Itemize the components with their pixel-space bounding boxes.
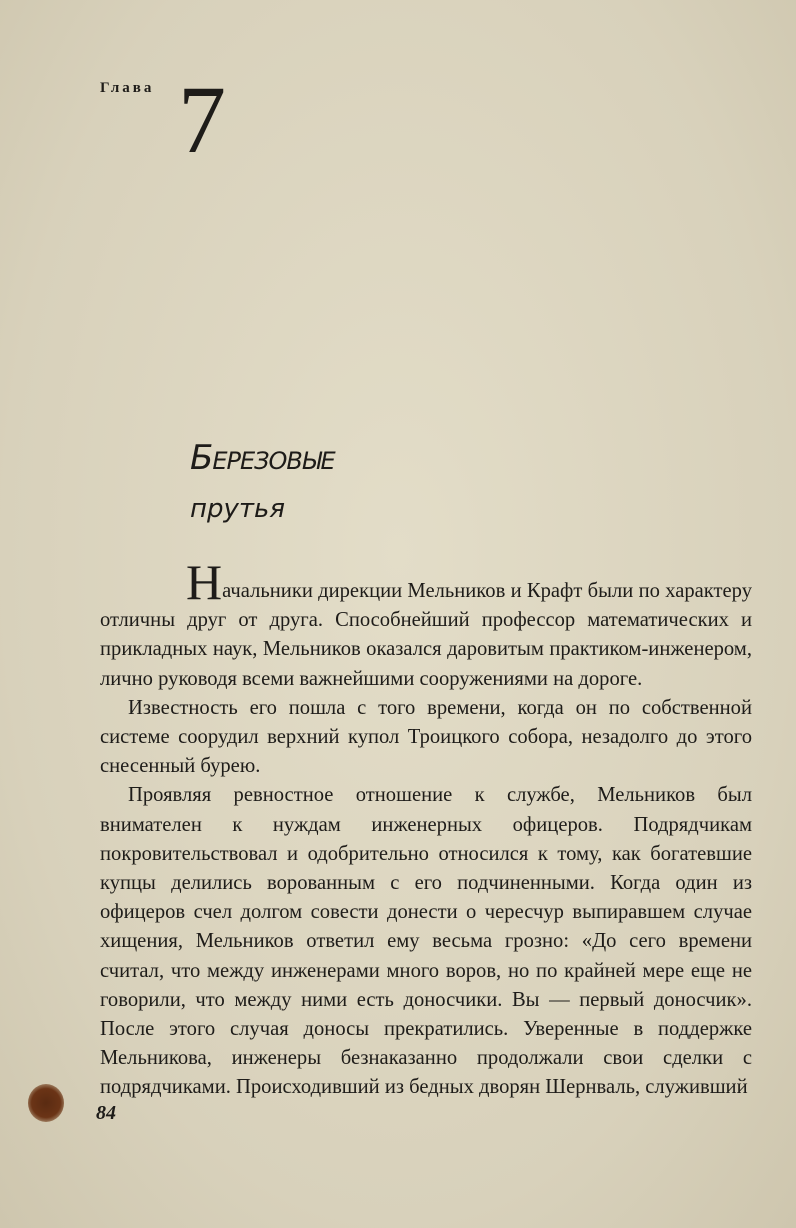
- chapter-title-line-1: Березовые: [190, 438, 335, 478]
- paragraph-1: [100, 554, 752, 694]
- ink-stain: [28, 1084, 64, 1122]
- chapter-label: Глава: [100, 80, 155, 96]
- chapter-number: 7: [178, 66, 226, 173]
- paragraph-3: Проявляя ревностное отношение к службе, Мельников был внимателен к нуждам инженерных офицеров. Подрядчикам покровительствовал и одобрительно относился к тому, как богатевшие купцы делились ворованным с его подчиненными. Когда один из офицеров счел долгом совести донести о чересчур выпиравшем случае хищения, Мельников ответил ему весьма грозно: «До сего времени считал, что между инженерами много воров, но по крайней мере еще не говорили, что между ними есть доносчики. Вы — первый доносчик». После этого случая доносы прекратились. Уверенные в поддержке Мельникова, инженеры безнаказанно продолжали свои сделки с подрядчиками. Происходивший из бедных дворян Шернваль, служивший: [100, 784, 752, 1099]
- page-number: 84: [96, 1102, 116, 1124]
- body-text: [100, 554, 752, 1103]
- paragraph-1-text: ачальники дирекции Мельников и Крафт были по характеру отличны друг от друга. Способнейший профессор математических и прикладных наук, Мельников оказался даровитым практиком-инженером, лично руководя всеми важнейшими сооружениями на дороге.: [100, 580, 752, 690]
- drop-cap: Н: [186, 554, 223, 610]
- chapter-title-line-2: прутья: [190, 494, 285, 524]
- paragraph-2: Известность его пошла с того времени, когда он по собственной системе соорудил верхний купол Троицкого собора, незадолго до этого снесенный бурею.: [100, 696, 752, 778]
